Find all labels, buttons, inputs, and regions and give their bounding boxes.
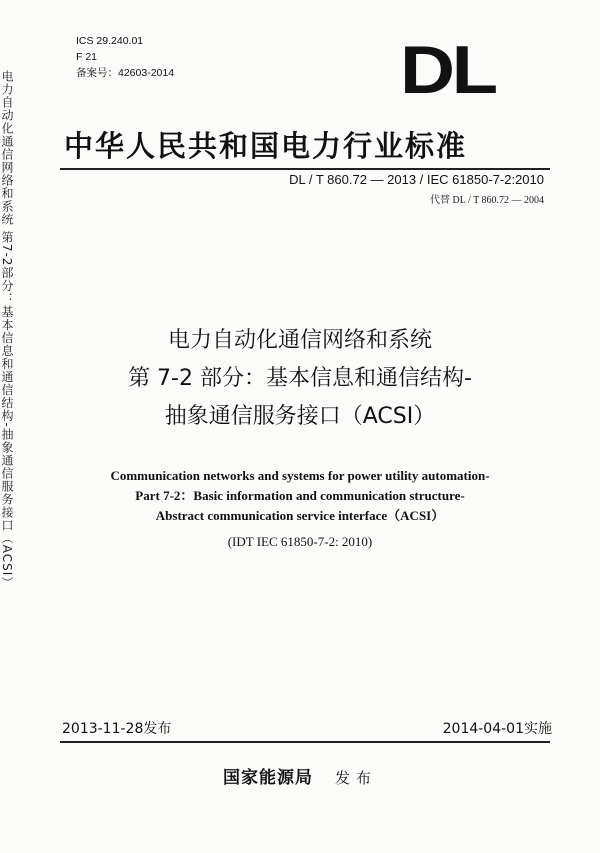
english-title-line2: Part 7-2：Basic information and communication structure- — [135, 488, 465, 503]
standard-org-title: 中华人民共和国电力行业标准 — [64, 129, 468, 163]
ics-code: ICS 29.240.01 — [76, 35, 144, 47]
spine-title: 电力自动化通信网络和系统 第7-2部分：基本信息和通信结构-抽象通信服务接口（ACSI） — [0, 70, 14, 590]
standard-code: DL / T 860.72 — 2013 / IEC 61850-7-2:2010 — [289, 172, 544, 187]
publisher-line — [0, 763, 600, 788]
chinese-title-line3: 抽象通信服务接口（ACSI） — [164, 404, 436, 429]
english-title — [0, 466, 600, 526]
replaces-standard: 代替 DL / T 860.72 — 2004 — [430, 195, 544, 206]
issue-date: 2013-11-28发布 — [62, 721, 172, 737]
publish-action: 发布 — [334, 769, 377, 787]
meta-block — [76, 33, 174, 81]
chinese-title-line1: 电力自动化通信网络和系统 — [167, 328, 432, 353]
implementation-date: 2014-04-01实施 — [442, 721, 552, 737]
english-title-line3: Abstract communication service interface（ACSI） — [155, 508, 445, 523]
english-title-line1: Communication networks and systems for power utility automation- — [110, 468, 490, 483]
top-divider — [60, 168, 550, 170]
chinese-title — [0, 322, 600, 436]
record-number: 备案号：42603-2014 — [76, 67, 175, 79]
dl-logo: DL — [400, 32, 495, 108]
chinese-title-line2: 第 7-2 部分：基本信息和通信结构- — [128, 366, 472, 391]
classification-code: F 21 — [76, 51, 98, 63]
publisher-org: 国家能源局 — [222, 768, 313, 788]
bottom-divider — [60, 741, 550, 743]
identical-standard-note: (IDT IEC 61850-7-2: 2010) — [227, 534, 373, 549]
